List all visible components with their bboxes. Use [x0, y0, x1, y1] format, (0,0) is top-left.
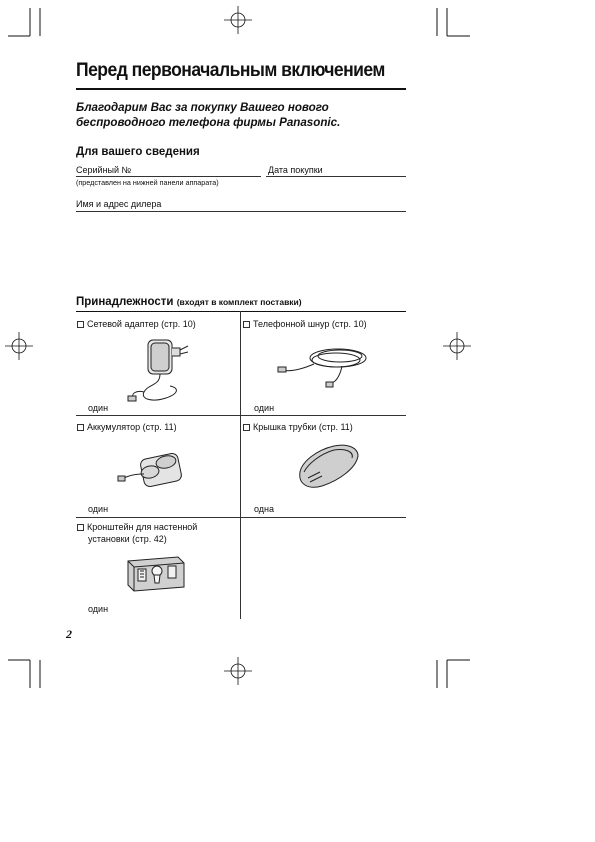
ac-adapter-icon [120, 334, 200, 408]
accessory-label: Крышка трубки (стр. 11) [253, 422, 353, 432]
intro-line-1: Благодарим Вас за покупку Вашего нового [76, 101, 329, 114]
accessories-heading [76, 296, 302, 308]
accessory-label: Аккумулятор (стр. 11) [87, 422, 177, 432]
accessory-battery [77, 421, 177, 433]
checkbox-icon [243, 424, 250, 431]
serial-number-line [76, 176, 261, 177]
info-section-heading: Для вашего сведения [76, 146, 200, 158]
serial-number-label: Серийный № [76, 165, 132, 175]
accessory-handset-cover [243, 421, 353, 433]
accessory-label-line-2: установки (стр. 42) [88, 534, 167, 544]
accessory-telephone-cord [243, 318, 367, 330]
battery-pack-icon [116, 444, 194, 494]
accessory-label: Телефонной шнур (стр. 10) [253, 319, 367, 329]
checkbox-icon [77, 321, 84, 328]
purchase-date-label: Дата покупки [268, 165, 323, 175]
checkbox-icon [77, 524, 84, 531]
accessory-label-line-1 [77, 521, 197, 533]
checkbox-icon [77, 424, 84, 431]
wall-mount-bracket-icon [122, 551, 188, 593]
telephone-cord-icon [276, 340, 376, 390]
accessory-quantity: один [88, 504, 109, 514]
accessory-quantity: один [88, 403, 109, 413]
page-number: 2 [66, 627, 72, 641]
serial-number-note: (представлен на нижней панели аппарата) [76, 178, 219, 187]
accessories-heading-text: Принадлежности [76, 296, 174, 308]
page-title: Перед первоначальным включением [76, 59, 385, 81]
intro-line-2: беспроводного телефона фирмы Panasonic. [76, 116, 341, 129]
accessories-heading-note: (входят в комплект поставки) [176, 297, 302, 307]
purchase-date-line [266, 176, 406, 177]
accessories-column-divider [240, 311, 241, 619]
accessory-label: Сетевой адаптер (стр. 10) [87, 319, 196, 329]
handset-cover-icon [294, 440, 364, 492]
accessories-row-rule-2 [76, 517, 406, 518]
intro-text [76, 100, 406, 130]
accessories-top-rule [76, 311, 406, 312]
accessory-quantity: одна [254, 504, 275, 514]
accessory-quantity: один [88, 604, 109, 614]
accessory-ac-adapter [77, 318, 196, 330]
accessory-quantity: один [254, 403, 275, 413]
accessory-label: Кронштейн для настенной [87, 522, 198, 532]
dealer-line [76, 211, 406, 212]
accessories-row-rule-1 [76, 415, 406, 416]
accessory-wall-mount-bracket [77, 521, 197, 545]
checkbox-icon [243, 321, 250, 328]
dealer-label: Имя и адрес дилера [76, 199, 162, 209]
title-underline [76, 88, 406, 90]
